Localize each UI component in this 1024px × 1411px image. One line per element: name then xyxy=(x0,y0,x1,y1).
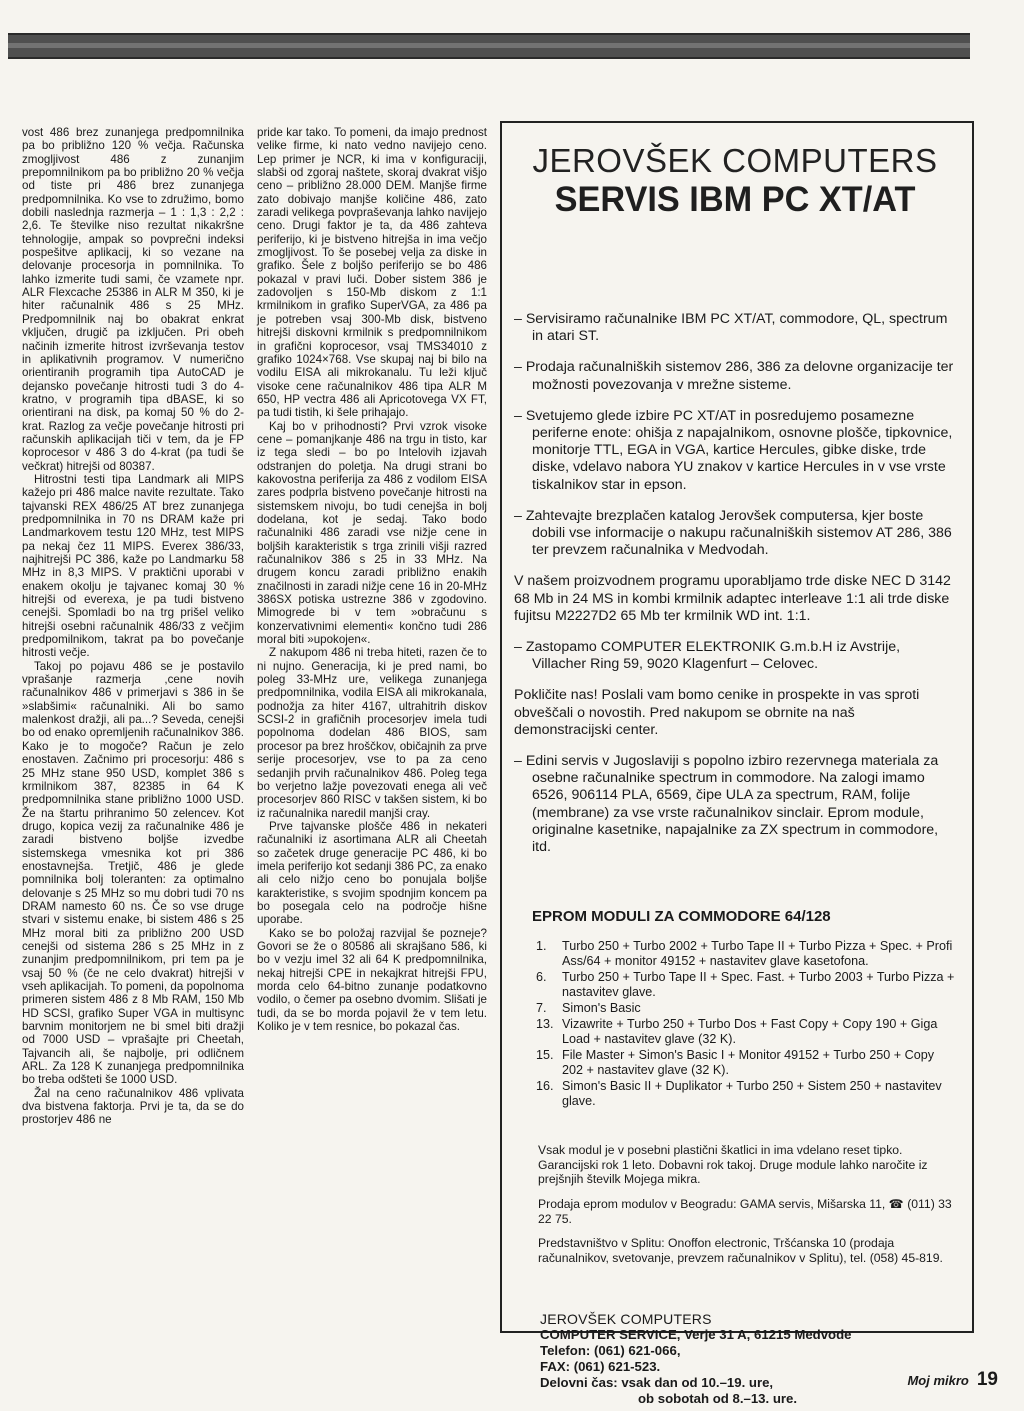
list-item xyxy=(536,1001,956,1016)
article-paragraph: Kako se bo položaj razvijal še pozneje? Govori se že o 80586 ali skrajšano 586, ki bo v vezju imel 32 ali 64 K predpomnilnika, nekaj hitrejši CPE in nekajkrat hitrejši FPU, morda celo 64-bitno zunanje podatkovno vodilo, o čemer pa osebno dvomim. Slišati je tudi, da se bo morda pojavil že v tem letu. Koliko je v tem resnice, bo pokazal čas. xyxy=(257,926,487,1034)
article-paragraph: vost 486 brez zunanjega predpomnilnika pa bo približno 120 % večja. Računska zmogljivost 486 z zunanjim prepomnilnikom pa bo približno 20 % večja od tiste pri 486 brez zunanjega predpomnilnika. Ko vse to združimo, bomo dobili naslednja razmerja – 1 : 1,3 : 2,2 : 2,6. Te številke niso rezultat nikakršne tehnologije, ampak so povprečni indeksi pospešitve aplikacij, ki so vezane na delovanje procesorja in pomnilnika. To lahko izmerite tudi sami, če vzamete npr. ALR Flexcache 25386 in ALR M 350, ki je hiter računalnik 486 s 25 MHz. Predpomnilnik naj bo obakrat enkrat vključen, drugič pa izključen. Pri obeh načinih izmerite hitrost izvrševanja testov in aplikativnih programov. V numerično orientiranih programih tipa AutoCAD je dejansko povečanje hitrosti tudi 3 do 4-kratno, v programih tipa dBASE, ki so orientirani na disk, pa komaj 50 % do 2- krat. Razlog za večje povečanje hitrosti pri računskih aplikacijah tiči v tem, da je FP koprocesor v 486 3 do 4-krat (pa tudi še večkrat) hitrejši od 80387. xyxy=(22,126,244,473)
list-item-number: 7. xyxy=(536,1001,547,1016)
list-item xyxy=(536,970,956,1000)
ad-service-item: – Servisiramo računalnike IBM PC XT/AT, commodore, QL, spectrum in atari ST. xyxy=(514,311,948,345)
article-paragraph: Hitrostni testi tipa Landmark ali MIPS kažejo pri 486 malce navite rezultate. Tako tajvanski REX 486/25 AT brez zunanjega predpomnilnika in 70 ns DRAM kaže pri Landmarkovem testu 120 MHz, test MIPS pa nekaj čez 11 MIPS. Everex 386/33, najhitrejši PC 386, kaže po Landmarku 58 MHz in 8,3 MIPS. V praktični uporabi v enakem okolju je tajvanec komaj 30 % hitrejši od everexa, je pa tudi bistveno cenejši. Spomladi bo na trg prišel veliko hitrejši osebni računalnik 486/33 z večjim predpomilnikom, takrat pa bo povečanje hitrosti večje. xyxy=(22,472,244,660)
ad-program-note: V našem proizvodnem programu uporabljamo trde diske NEC D 3142 68 Mb in 24 MS in kombi krmilnik adaptec interleave 1:1 ali trde diske fujitsu M2227D2 65 Mb ter krmilnik WD int. 1:1. xyxy=(514,573,951,624)
list-item xyxy=(536,1048,956,1078)
list-item-number: 13. xyxy=(536,1017,554,1032)
article-column-middle xyxy=(257,126,487,1033)
ad-contact-block xyxy=(540,1311,956,1407)
list-item-number: 15. xyxy=(536,1048,554,1063)
list-item-number: 6. xyxy=(536,970,547,985)
article-paragraph: Z nakupom 486 ni treba hiteti, razen če to ni nujno. Generacija, ki je pred nami, bo poleg 33-MHz ure, velikega zunanjega predpomnilnika, vodila EISA ali mikrokanala, podnožja za hiter 4167, ultrahitrih diskov SCSI-2 in grafičnih procesorjev imela tudi popolnoma dodelan 486 BIOS, sam procesor pa brez hroščkov, običajnih za prve serije procesorjev, vse to pa za ceno sedanjih prvih računalnikov 486. Poleg tega bo verjetno lažje povezovati enega ali več procesorjev 860 RISC v takšen sistem, ki bo iz računalnika naredil manjši cray. xyxy=(257,646,487,820)
ad-split-representation: Predstavništvo v Splitu: Onoffon electronic, Tršćanska 10 (prodaja računalnikov, svetovanje, prevzem računalnikov v Splitu), tel. (058) 45-819. xyxy=(538,1236,943,1265)
page-number: 19 xyxy=(976,1369,998,1390)
list-item-text: Simon's Basic II + Duplikator + Turbo 250 + Sistem 250 + nastavitev glave. xyxy=(562,1079,942,1109)
header-decoration-bar xyxy=(8,33,970,59)
ad-call-note: Pokličite nas! Poslali vam bomo cenike in prospekte in vas sproti obveščali o novostih. Pred nakupom se obrnite na naš demonstracijski center. xyxy=(514,687,920,738)
ad-belgrade-sales: Prodaja eprom modulov v Beogradu: GAMA servis, Mišarska 11, ☎ (011) 33 22 75. xyxy=(538,1197,952,1226)
contact-fax: FAX: (061) 621-523. xyxy=(540,1359,661,1375)
ad-module-note: Vsak modul je v posebni plastični škatlici in ima vdelano reset tipko. Garancijski rok 1 leto. Dobavni rok takoj. Druge module lahko naročite iz prejšnjih številk Mojega mikra. xyxy=(538,1143,928,1187)
list-item-text: Turbo 250 + Turbo 2002 + Turbo Tape II + Turbo Pizza + Spec. + Profi Ass/64 + monitor 49152 + nastavitev glave kasetofona. xyxy=(562,939,953,969)
list-item-number: 1. xyxy=(536,939,547,954)
ad-spectrum-service: – Edini servis v Jugoslaviji s popolno izbiro rezervnega materiala za osebne računalnike spectrum in commodore. Na zalogi imamo 6526, 906114 PLA, 6569, čipe ULA za spectrum, RAM, folije (membrane) za vse vrste računalnikov sinclair. Eprom module, originalne kasetnike, napajalnike za ZX spectrum in commodore, itd. xyxy=(514,753,939,856)
contact-company: JEROVŠEK COMPUTERS xyxy=(540,1311,712,1328)
ad-company-title: JEROVŠEK COMPUTERS xyxy=(532,142,938,179)
page-footer xyxy=(907,1369,998,1391)
list-item-text: Simon's Basic xyxy=(562,1001,641,1016)
contact-phone: Telefon: (061) 621-066, xyxy=(540,1343,681,1359)
list-item-text: Vizawrite + Turbo 250 + Turbo Dos + Fast Copy + Copy 190 + Giga Load + nastavitev glave (32 K). xyxy=(562,1017,938,1047)
article-paragraph: Žal na ceno računalnikov 486 vplivata dva bistvena faktorja. Prvi je ta, da se do prostorjev 486 ne xyxy=(22,1086,244,1127)
ad-service-item: – Zahtevajte brezplačen katalog Jerovšek computersa, kjer boste dobili vse informacije o nakupu računalniških sistemov AT 286, 386 ter prevzem računalnika v Medvodah. xyxy=(514,507,952,559)
list-item xyxy=(536,939,956,969)
article-paragraph: Takoj po pojavu 486 se je postavilo vprašanje razmerja ,cene novih računalnikov 486 v primerjavi s 386 in še »slabšimi« računalniki. Ali bo samo malenkost dražji, ali pa...? Seveda, cenejši bo od enako opremljenih računalnikov 386. Kako je to mogoče? Račun je zelo enostaven. Začnimo pri procesorju: 486 s 25 MHz stane 950 USD, komplet 386 s krmilnikom 387, 82385 in 64 K predpomnilnika stane približno 1000 USD. Že na štartu prihranimo 50 zelencev. Kot drugo, kopica vezij za računalnike 486 je zaradi bistveno boljše izvedbe sistemskega vmesnika kot pri 386 enostavnejša. Tretjič, 486 je glede pomnilnika bolj toleranten: za optimalno delovanje s 25 MHz so mu dobri tudi 70 ns DRAM namesto 60 ns. Če so vse druge stvari v sistemu enake, bi sistem 486 s 25 MHz moral biti za približno 200 USD cenejši od sistema 286 s 25 MHz in z zunanjim predpomnilnikom, pri tem pa je vsaj 50 % (če ne celo dvakrat) hitrejši v vseh aplikacijah. To pomeni, da popolnoma primeren sistem 486 z 8 Mb RAM, 150 Mb HD SCSI, grafiko Super VGA in multisync barvnim monitorjem ne bi smel biti dražji od 7000 USD – vprašajte pri Cheetah, Tajvancih ali, še najbolje, pri odličnem ARL. Za 128 K zunanjega predpomnilnika bo treba odšteti še 1000 USD. xyxy=(22,659,244,1087)
article-paragraph: pride kar tako. To pomeni, da imajo prednost velike firme, ki nato vedno navijejo ceno. Lep primer je NCR, ki ima v konfiguraciji, slabši od zgoraj naštete, skoraj dvakrat višjo ceno – približno 28.000 DEM. Manjše firme zato dobivajo manjše količine 486, zato zaradi velikega povpraševanja lahko navijejo ceno. Drugi faktor je ta, da 486 zahteva periferijo, ki je bistveno hitrejša in ima večjo zmogljivost. To še posebej velja za diske in grafiko. Šele z boljšo periferijo se bo 486 pokazal v pravi luči. Dober sistem 386 je zadovoljen s 150-Mb diskom z 1:1 krmilnikom in grafiko SuperVGA, za 486 pa je potreben vsaj 300-Mb disk, bistveno hitrejši diskovni krmilnik s predpomnilnikom in grafični koprocesor, vsaj TMS34010 z grafiko 1024×768. Vse skupaj naj bi bilo na vodilu EISA ali mikrokanalu. Tu leži ključ visoke cene računalnikov 486 tipa ALR M 650, HP vectra 486 ali Apricotovega VX FT, pa tudi tistih, ki šele prihajajo. xyxy=(257,126,487,420)
list-item-number: 16. xyxy=(536,1079,554,1094)
contact-hours: Delovni čas: vsak dan od 10.–19. ure, xyxy=(540,1375,774,1391)
contact-address: COMPUTER SERVICE, Verje 31 A, 61215 Medvode xyxy=(540,1327,852,1343)
article-paragraph: Prve tajvanske plošče 486 in nekateri računalniki iz asortimana ALR ali Cheetah so začetek druge generacije PC 486, ki bo imela periferijo kot sedanji 386 PC, za enako ali celo nižjo ceno bo ponujala boljše karakteristike, s svojim spodnjim koncem pa bo posegala celo na področje hišne uporabe. xyxy=(257,819,487,927)
contact-hours-saturday: ob sobotah od 8.–13. ure. xyxy=(638,1391,798,1407)
magazine-name: Moj mikro xyxy=(907,1373,969,1388)
eprom-heading: EPROM MODULI ZA COMMODORE 64/128 xyxy=(532,908,831,926)
list-item xyxy=(536,1017,956,1047)
eprom-module-list xyxy=(536,939,956,1109)
ad-representation: – Zastopamo COMPUTER ELEKTRONIK G.m.b.H iz Avstrije, Villacher Ring 59, 9020 Klagenfurt – Celovec. xyxy=(514,639,901,673)
list-item-text: File Master + Simon's Basic I + Monitor 49152 + Turbo 250 + Copy 202 + nastavitev glave (32 K). xyxy=(562,1048,935,1078)
ad-subtitle: SERVIS IBM PC XT/AT xyxy=(554,180,916,219)
ad-service-item: – Svetujemo glede izbire PC XT/AT in posredujemo posamezne periferne enote: ohišja z napajalnikom, osnovne plošče, tipkovnice, monitorje TTL, EGA in VGA, kartice Hercules, gibke diske, trde diske, vdelavo nabora YU znakov v kartice Hercules in v vse vrste tiskalnikov star in epson. xyxy=(514,407,953,493)
list-item xyxy=(536,1079,956,1109)
ad-service-item: – Prodaja računalniških sistemov 286, 386 za delovne organizacije ter možnosti povezovanja v mrežne sisteme. xyxy=(514,359,954,393)
list-item-text: Turbo 250 + Turbo Tape II + Spec. Fast. + Turbo 2003 + Turbo Pizza + nastavitev glave. xyxy=(562,970,955,1000)
article-column-left xyxy=(22,126,244,1127)
article-paragraph: Kaj bo v prihodnosti? Prvi vzrok visoke cene – pomanjkanje 486 na trgu in tisto, kar iz tega sledi – bo po Intelovih izjavah odstranjen do poletja. Na drugi strani bo kakovostna periferija za 486 z vodilom EISA zares podprla bistveno povečanje hitrosti na sistemskem nivoju, bo tudi cenejša in bolj dodelana, kot je sedaj. Tako bodo računalniki 486 zaradi vse nižje cene in boljših karakteristik s trga zrinili višji razred računalnikov 386 s 25 in 33 MHz. Na drugem koncu zaradi približno enakih značilnosti in zaradi nižje cene 16 in 20-MHz 386SX potiska ustrezne 386 v zgodovino. Mimogrede bi v tem »obračunu s konzervativnimi elementi« končno tudi 286 moral biti »upokojen«. xyxy=(257,419,487,647)
